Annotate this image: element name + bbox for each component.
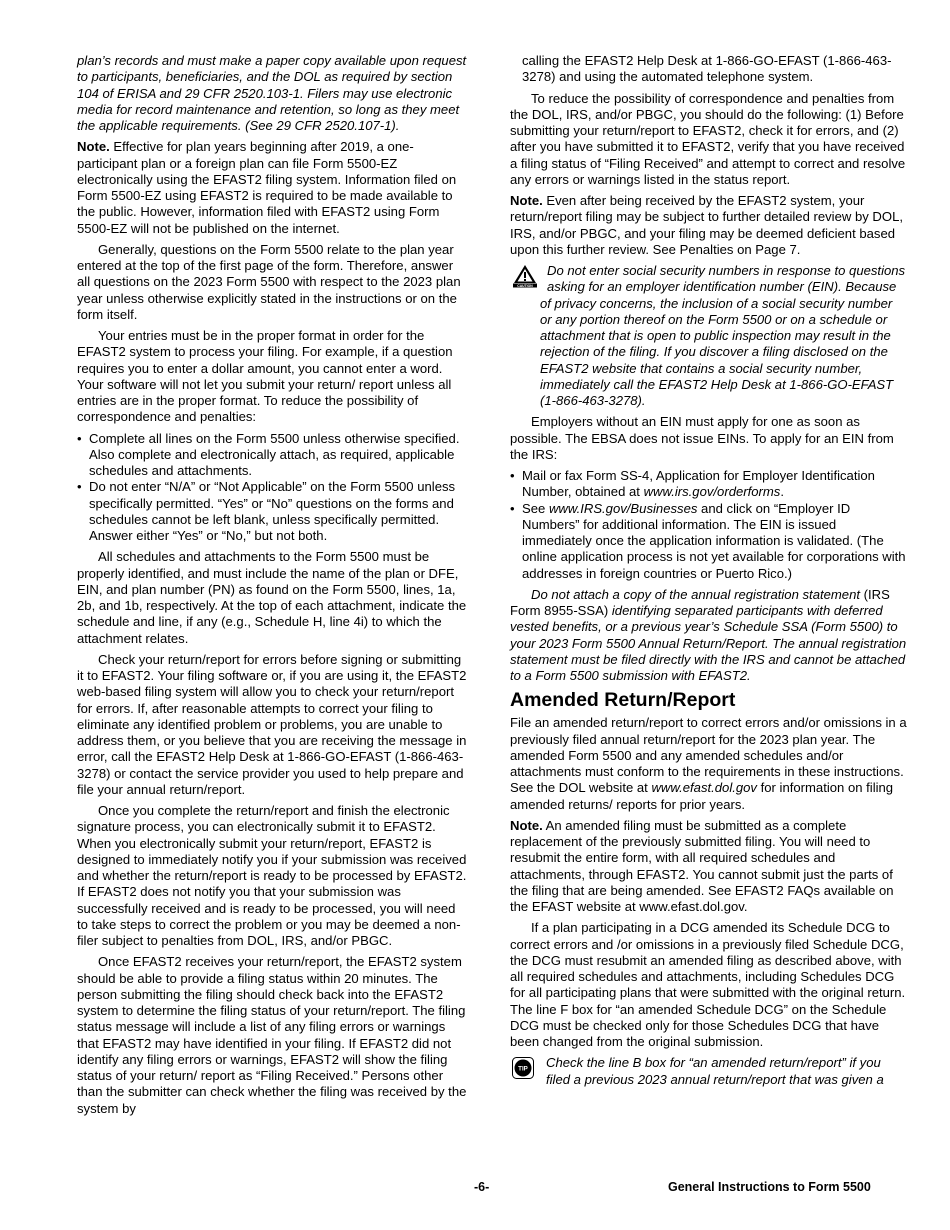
note-label: Note. [77,139,110,155]
businesses-link[interactable]: www.IRS.gov/Businesses [548,500,698,516]
plain-text: (IRS Form 8955-SSA) [510,586,890,618]
bullet-item: • Complete all lines on the Form 5500 unless otherwise specified. Also complete and electronically attach, as required, applicable schedules and attachments. [77,431,467,480]
tip-icon-label: TIP [518,1065,528,1073]
caution-block [510,263,907,409]
paragraph-employers-without-ein: Employers without an EIN must apply for one as soon as possible. The EBSA does not issue EINs. To apply for an EIN from the IRS: [510,414,894,462]
caution-text: Do not enter social security numbers in response to questions asking for an employer identification number (EIN). Because of privacy concerns, the inclusion of a social security number or any portion thereof on the Form 5500 or on a schedule or attachment that is open to public inspection may result in the rejection of the filing. If you discover a filing disclosed on the EFAST2 website that contains a social security number, immediately call the EFAST2 Help Desk at 1-866-GO-EFAST (1-866-463-3278). [540,263,906,408]
plain-text: File an amended return/report to correct errors and/or omissions in a previously filed annual return/report for the 2023 plan year. The amended Form 5500 and any amended schedules and/or attachments must conform to the requirements in these instructions. See the DOL website at [510,715,907,796]
note-text: Effective for plan years beginning after 2019, a one-participant plan or a foreign plan can file Form 5500-EZ electronically using the EFAST2 filing system. Information filed on Form 5500-EZ using EFAST2 is required to be made available to the public. However, information filed with EFAST2 using Form 5500-EZ will not be published on the internet. [77,139,457,236]
italic-text: identifying separated participants with deferred vested benefits, or a previous year’s Schedule SSA (Form 5500) to your 2023 Form 5500 Annual Return/Report. The annual registration statement must be filed directly with the IRS and cannot be attached to a Form 5500 submission with EFAST2. [510,603,907,683]
paragraph-check-errors: Check your return/report for errors before signing or submitting it to EFAST2. Your filing software or, if you are using it, the EFAST2 web-based filing system will allow you to check your return/report for errors. If, after reasonable attempts to correct your filing to eliminate any identified problem or problems, you are unable to address them, or you believe that you are receiving the message in error, call the EFAST2 Help Desk at 1-866-GO-EFAST (1-866-463-3278) or contact the service provider you used to help prepare and file your annual return/report. [77,651,467,797]
tip-text: Check the line B box for “an amended return/report” if you filed a previous 2023 annual return/report that was given a [546,1055,884,1087]
left-column [77,53,467,1122]
left-intro-paragraph: plan’s records and must make a paper copy available upon request to participants, beneficiaries, and the DOL as required by section 104 of ERISA and 29 CFR 2520.103-1. Filers may use electronic media for record maintenance and retention, so long as they meet the applicable requirements. (See 29 CFR 2520.107-1). [77,53,467,133]
right-column [510,53,907,1093]
bullet-text: Mail or fax Form SS-4, Application for Employer Identification Number, obtained at [522,468,875,500]
amended-return-heading: Amended Return/Report [510,689,736,712]
bullet-item: • Do not enter “N/A” or “Not Applicable” on the Form 5500 unless specifically permitted. “Yes” or “No” questions on the forms and schedules cannot be left blank, unless specifically permitted. Answer either “Yes” or “No,” but not both. [77,479,467,544]
tip-block [510,1055,907,1088]
paragraph-plan-year: Generally, questions on the Form 5500 relate to the plan year entered at the top of the first page of the form. Therefore, answer all questions on the 2023 Form 5500 with respect to the 2023 plan year unless otherwise explicitly stated in the instructions or on the form itself. [77,241,461,322]
italic-text: Do not attach a copy of the annual registration statement [531,586,860,602]
efast-link[interactable]: www.efast.dol.gov [651,780,757,796]
bullet-text: and click on “Employer ID Numbers” for additional information. The EIN is issued immediately once the application information is validated. (The online application process is not yet available for corporations with addresses in foreign countries or Puerto Rico.) [522,500,906,581]
tip-icon [512,1057,534,1079]
note-further-review [510,193,907,258]
bullet-item [510,468,907,501]
bullet-text: See [522,500,549,516]
paragraph-amended-return [510,715,907,813]
caution-icon [512,264,538,288]
orderforms-link[interactable]: www.irs.gov/orderforms [643,484,781,500]
bullet-text: . [780,484,784,500]
paragraph-electronic-submit: Once you complete the return/report and finish the electronic signature process, you can electronically submit it to EFAST2. When you electronically submit your return/report, EFAST2 is designed to immediately notify you if your submission was received and whether the return/report is ready to be processed by EFAST2. If EFAST2 does not notify you that your submission was successfully received and is ready to be processed, you will need to take steps to correct the problem or you may be deemed a non-filer subject to penalties from DOL, IRS, and/or PBGC. [77,803,467,948]
note-complete-replacement [510,818,907,916]
paragraph-help-desk-continued: calling the EFAST2 Help Desk at 1-866-GO-EFAST (1-866-463-3278) and using the automated telephone system. [522,53,892,85]
page-number: -6- [474,1180,490,1194]
paragraph-registration-statement [510,587,907,685]
note-label: Note. [510,193,543,208]
bullet-item [510,501,907,582]
caution-icon-label: CAUTION [517,283,533,288]
paragraph-filing-status: Once EFAST2 receives your return/report, the EFAST2 system should be able to provide a filing status within 20 minutes. The person submitting the filing should check back into the EFAST2 system to determine the filing status of your return/report. The filing status message will include a list of any filing errors or warnings that EFAST2 may have identified in your filing. If EFAST2 did not identify any filing errors or warnings, EFAST2 will show the filing status of your return/ report as “Filing Received.” Persons other than the submitter can check whether the filing was received by the system by [77,954,467,1116]
paragraph-dcg-amended: If a plan participating in a DCG amended its Schedule DCG to correct errors and /or omissions in a previously filed Schedule DCG, the DCG must resubmit an amended filing as described above, with all required schedules and attachments, including Schedules DCG for all participating plans that were submitted with the original return. The line F box for “an amended Schedule DCG” on the Schedule DCG must be checked only for those Schedules DCG that have been changed from the original submission. [510,920,906,1049]
format-bullet-list [77,431,467,545]
ein-bullet-list [510,468,907,582]
plain-text: for information on filing amended returns/ reports for prior years. [510,780,894,812]
note-text: An amended filing must be submitted as a complete replacement of the previously submitted filing. You will need to resubmit the entire form, with all required schedules and attachments, through EFAST2. You cannot submit just the parts of the filing that are being amended. See EFAST2 FAQs available on the EFAST website at www.efast.dol.gov. [510,817,894,914]
paragraph-proper-format: Your entries must be in the proper format in order for the EFAST2 system to process your filing. For example, if a question requires you to enter a dollar amount, you cannot enter a word. Your software will not let you submit your return/ report unless all entries are in the proper format. To reduce the possibility of correspondence and penalties: [77,328,453,425]
paragraph-reduce-penalties: To reduce the possibility of correspondence and penalties from the DOL, IRS, and/or PBGC, you should do the following: (1) Before submitting your return/report to EFAST2, check it for errors, and (2) after you have submitted it to EFAST2, verify that you have received a filing status of “Filing Received” and attempt to correct and resolve any errors or warnings listed in the status report. [510,90,906,187]
paragraph-schedules-attachments: All schedules and attachments to the Form 5500 must be properly identified, and must include the name of the plan or DFE, EIN, and plan number (PN) as found on the Form 5500, lines, 1a, 2b, and 1b, respectively. At the top of each attachment, indicate the schedule and line, if any (e.g., Schedule H, line 4i) to which the attachment relates. [77,549,467,646]
footer-title: General Instructions to Form 5500 [668,1180,871,1194]
note-text: Even after being received by the EFAST2 system, your return/report filing may be subject to further detailed review by DOL, IRS, and/or PBGC, and your filing may be deemed deficient based upon this further review. See Penalties on Page 7. [510,193,903,257]
note-label: Note. [510,817,543,833]
note-effective-plan-years [77,139,467,237]
